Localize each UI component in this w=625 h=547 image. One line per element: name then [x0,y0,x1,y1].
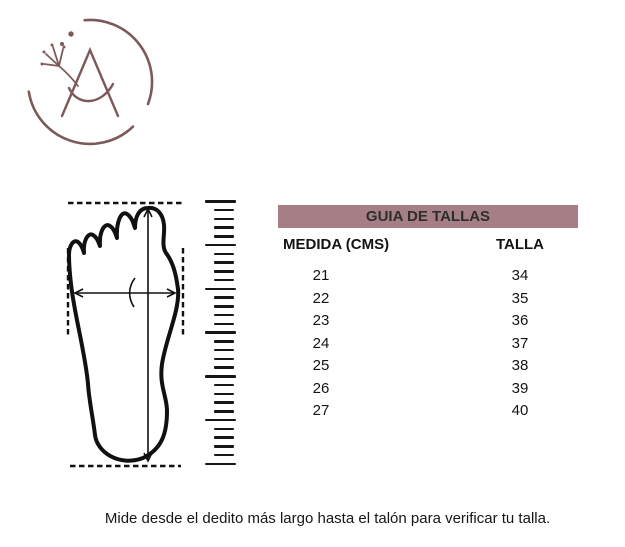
table-row [278,355,578,378]
table-row [278,265,578,288]
length-arrow [144,209,152,461]
ruler-tick [214,454,234,457]
table-row [278,310,578,333]
ruler-tick [214,410,234,413]
table-row [278,333,578,356]
ruler-tick [205,200,236,203]
ruler-tick [214,323,234,326]
measure-value: 23 [312,312,330,329]
ruler-tick [214,314,234,317]
ruler-tick [214,209,234,212]
size-guide-table [278,205,578,423]
size-value: 34 [511,267,529,284]
measure-value: 22 [312,289,330,307]
ruler-tick [214,393,234,396]
ruler-tick [214,349,234,352]
size-value: 40 [511,402,529,419]
ruler-tick [214,340,234,343]
size-table-body [278,265,578,423]
ruler-tick [214,428,234,431]
ruler-tick [214,401,234,404]
table-row [278,378,578,401]
ruler-tick [214,279,234,282]
brand-logo [22,8,162,158]
ruler-tick [214,358,234,361]
measure-value: 25 [312,357,330,374]
ruler-tick [205,288,236,291]
size-table-header: GUIA DE TALLAS [278,205,578,228]
size-value: 39 [511,379,529,397]
logo-letter-a [62,50,118,116]
ruler-tick [214,218,234,221]
ruler-tick [205,244,236,247]
table-row [278,288,578,311]
ruler-tick [214,445,234,448]
size-value: 38 [511,357,529,374]
logo-circle-arcs [29,20,152,144]
ruler-tick [214,261,234,264]
column-header-size: TALLA [495,236,545,253]
measure-value: 27 [312,402,330,419]
measuring-ruler [205,200,236,466]
dandelion-icon [41,31,79,86]
ruler-tick [214,366,234,369]
ruler-tick [214,436,234,439]
size-value: 37 [511,334,529,352]
width-arrow [75,289,175,297]
measure-value: 24 [312,334,330,352]
ruler-tick [214,296,234,299]
size-table-column-headers [278,236,578,254]
ruler-tick [214,384,234,387]
ruler-tick [214,253,234,256]
ruler-tick [205,375,236,378]
ruler-tick [205,463,236,466]
ruler-tick [214,226,234,229]
column-header-measure: MEDIDA (CMS) [283,236,390,253]
instruction-text: Mide desde el dedito más largo hasta el talón para verificar tu talla. [104,510,551,527]
ruler-tick [214,305,234,308]
ruler-tick [205,419,236,422]
ruler-tick [214,270,234,273]
ruler-tick [205,331,236,334]
measure-value: 21 [312,267,330,284]
ruler-tick [214,235,234,238]
foot-outline [69,208,178,461]
measure-value: 26 [312,379,330,397]
table-row [278,400,578,423]
size-value: 35 [511,289,529,307]
size-value: 36 [511,312,529,329]
